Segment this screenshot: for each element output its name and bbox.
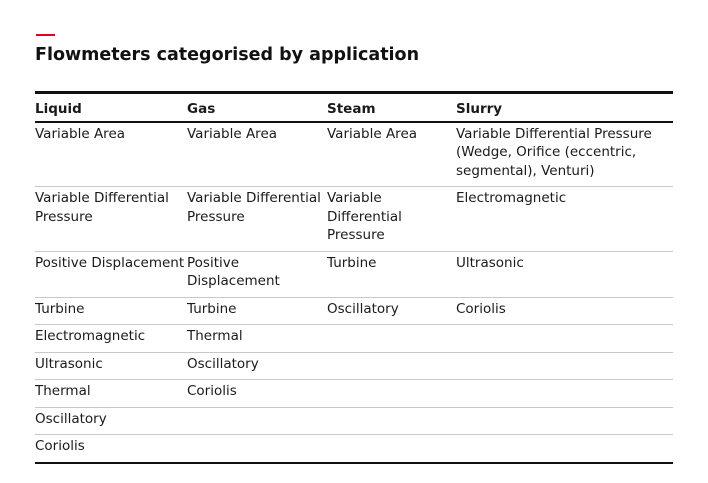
table-cell: Variable Area [327, 122, 456, 187]
table-row [35, 187, 673, 252]
table-cell [327, 352, 456, 380]
table-cell: Thermal [187, 325, 327, 353]
table-row [35, 325, 673, 353]
table-cell: Variable Differential Pressure [327, 187, 456, 252]
table-cell: Turbine [187, 297, 327, 325]
table-cell: Coriolis [456, 297, 673, 325]
table-cell: Thermal [35, 380, 187, 408]
table-cell: Positive Displacement [35, 251, 187, 297]
table-cell: Ultrasonic [35, 352, 187, 380]
table-cell [327, 435, 456, 463]
table-cell: Oscillatory [35, 407, 187, 435]
column-header-gas: Gas [187, 93, 327, 122]
table-cell [456, 407, 673, 435]
table-header-row [35, 93, 673, 122]
table-cell: Turbine [35, 297, 187, 325]
table-cell: Variable Differential Pressure [35, 187, 187, 252]
column-header-steam: Steam [327, 93, 456, 122]
table-row [35, 435, 673, 463]
table-cell [327, 325, 456, 353]
table-row [35, 407, 673, 435]
table-row [35, 352, 673, 380]
table-cell [456, 325, 673, 353]
table-row [35, 122, 673, 187]
table-cell: Electromagnetic [35, 325, 187, 353]
table-cell: Variable Area [187, 122, 327, 187]
table-cell: Electromagnetic [456, 187, 673, 252]
table-row [35, 251, 673, 297]
column-header-liquid: Liquid [35, 93, 187, 122]
table-cell [456, 352, 673, 380]
table-cell [327, 407, 456, 435]
column-header-slurry: Slurry [456, 93, 673, 122]
table-cell: Coriolis [187, 380, 327, 408]
table-cell: Variable Differential Pressure [187, 187, 327, 252]
table-row [35, 297, 673, 325]
table-cell: Positive Displacement [187, 251, 327, 297]
accent-bar [36, 34, 55, 36]
table-cell: Variable Differential Pressure (Wedge, Orifice (eccentric, segmental), Venturi) [456, 122, 673, 187]
table-cell: Coriolis [35, 435, 187, 463]
table-cell: Turbine [327, 251, 456, 297]
table-cell [456, 380, 673, 408]
table-cell: Ultrasonic [456, 251, 673, 297]
table-cell: Oscillatory [327, 297, 456, 325]
table-cell [456, 435, 673, 463]
table-row [35, 380, 673, 408]
flowmeter-table [35, 91, 673, 464]
table-cell [187, 435, 327, 463]
table-cell: Variable Area [35, 122, 187, 187]
table-cell [327, 380, 456, 408]
table-cell: Oscillatory [187, 352, 327, 380]
table-cell [187, 407, 327, 435]
page-title: Flowmeters categorised by application [35, 45, 420, 65]
